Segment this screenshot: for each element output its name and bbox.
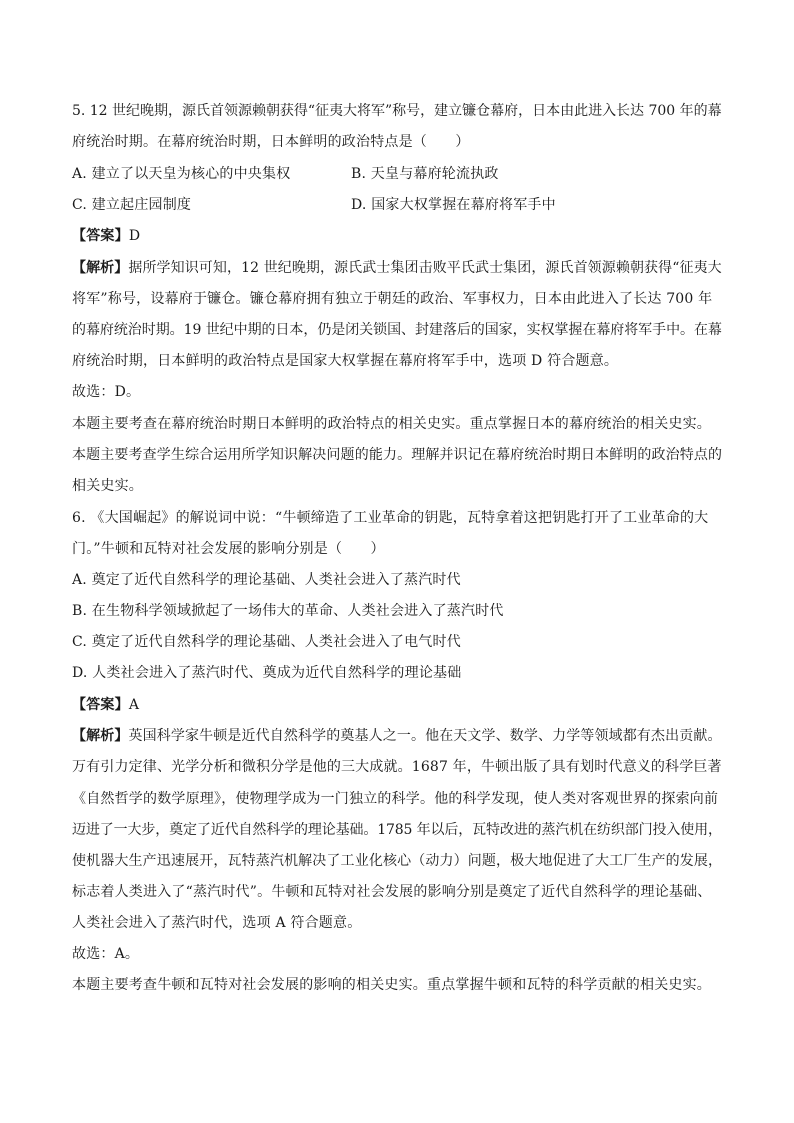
question-5-analysis-line-4: 府统治时期，日本鲜明的政治特点是国家大权掌握在幕府将军手中，选项 D 符合题意。 xyxy=(72,353,619,369)
question-6-choice: 故选：A。 xyxy=(72,946,140,962)
question-6-analysis-line-2: 万有引力定律、光学分析和微积分学是他的三大成就。1687 年，牛顿出版了具有划时代意义的科学巨著 xyxy=(72,759,722,775)
question-5-option-b: B. 天皇与幕府轮流执政 xyxy=(351,166,499,182)
question-6-analysis-line-7: 人类社会进入了蒸汽时代，选项 A 符合题意。 xyxy=(72,915,362,931)
question-5-stem-line-2: 府统治时期。在幕府统治时期，日本鲜明的政治特点是（ ） xyxy=(72,134,470,150)
analysis-tag: 【解析】 xyxy=(72,728,129,744)
question-6-option-a: A. 奠定了近代自然科学的理论基础、人类社会进入了蒸汽时代 xyxy=(72,572,461,588)
question-5-option-a: A. 建立了以天皇为核心的中央集权 xyxy=(72,166,291,182)
analysis-tag: 【解析】 xyxy=(72,260,129,276)
question-6-answer xyxy=(72,695,139,715)
question-6-analysis-line-5: 使机器大生产迅速展开，瓦特蒸汽机解决了工业化核心（动力）问题，极大地促进了大工厂生产的发展， xyxy=(72,853,723,869)
question-6-summary-line-1: 本题主要考查牛顿和瓦特对社会发展的影响的相关史实。重点掌握牛顿和瓦特的科学贡献的相关史实。 xyxy=(72,977,711,993)
question-5-choice: 故选：D。 xyxy=(72,384,141,400)
answer-value: D xyxy=(128,228,141,244)
analysis-text: 英国科学家牛顿是近代自然科学的奠基人之一。他在天文学、数学、力学等领域都有杰出贡献。 xyxy=(128,728,722,744)
question-5-analysis-line-1 xyxy=(72,258,722,278)
question-6-analysis-line-6: 标志着人类进入了“蒸汽时代”。牛顿和瓦特对社会发展的影响分别是奠定了近代自然科学的理论基础、 xyxy=(72,884,712,900)
question-6-option-d: D. 人类社会进入了蒸汽时代、奠成为近代自然科学的理论基础 xyxy=(72,665,462,681)
answer-tag: 【答案】 xyxy=(72,228,129,244)
question-5-summary-line-1: 本题主要考查在幕府统治时期日本鲜明的政治特点的相关史实。重点掌握日本的幕府统治的相关史实。 xyxy=(72,416,711,432)
question-6-stem-line-1: 6. 《大国崛起》的解说词中说：“牛顿缔造了工业革命的钥匙，瓦特拿着这把钥匙打开了工业革命的大 xyxy=(72,510,709,526)
question-5-analysis-line-3: 的幕府统治时期。19 世纪中期的日本，仍是闭关锁国、封建落后的国家，实权掌握在幕府将军手中。在幕 xyxy=(72,322,722,338)
question-6-stem-line-2: 门。”牛顿和瓦特对社会发展的影响分别是（ ） xyxy=(72,541,385,557)
answer-tag: 【答案】 xyxy=(72,697,129,713)
question-6-option-b: B. 在生物科学领域掀起了一场伟大的革命、人类社会进入了蒸汽时代 xyxy=(72,603,504,619)
analysis-text: 据所学知识可知，12 世纪晚期，源氏武士集团击败平氏武士集团，源氏首领源赖朝获得“征夷大 xyxy=(128,260,722,276)
answer-value: A xyxy=(128,697,140,713)
question-6-option-c: C. 奠定了近代自然科学的理论基础、人类社会进入了电气时代 xyxy=(72,634,461,650)
question-5-summary-line-3: 相关史实。 xyxy=(72,478,143,494)
question-6-analysis-line-3: 《自然哲学的数学原理》，使物理学成为一门独立的科学。他的科学发现，使人类对客观世界的探索向前 xyxy=(72,791,719,807)
question-5-analysis-line-2: 将军”称号，设幕府于镰仓。镰仓幕府拥有独立于朝廷的政治、军事权力，日本由此进入了长达 700 年 xyxy=(72,291,713,307)
question-6-analysis-line-1 xyxy=(72,726,722,746)
question-5-option-c: C. 建立起庄园制度 xyxy=(72,197,192,213)
question-6-analysis-line-4: 迈进了一大步，奠定了近代自然科学的理论基础。1785 年以后，瓦特改进的蒸汽机在纺织部门投入使用， xyxy=(72,822,722,838)
question-5-answer xyxy=(72,226,140,246)
question-5-summary-line-2: 本题主要考查学生综合运用所学知识解决问题的能力。理解并识记在幕府统治时期日本鲜明的政治特点的 xyxy=(72,447,723,463)
question-5-option-d: D. 国家大权掌握在幕府将军手中 xyxy=(351,197,556,213)
question-5-stem-line-1: 5. 12 世纪晚期，源氏首领源赖朝获得“征夷大将军”称号，建立镰仓幕府，日本由此进入长达 700 年的幕 xyxy=(72,103,722,119)
